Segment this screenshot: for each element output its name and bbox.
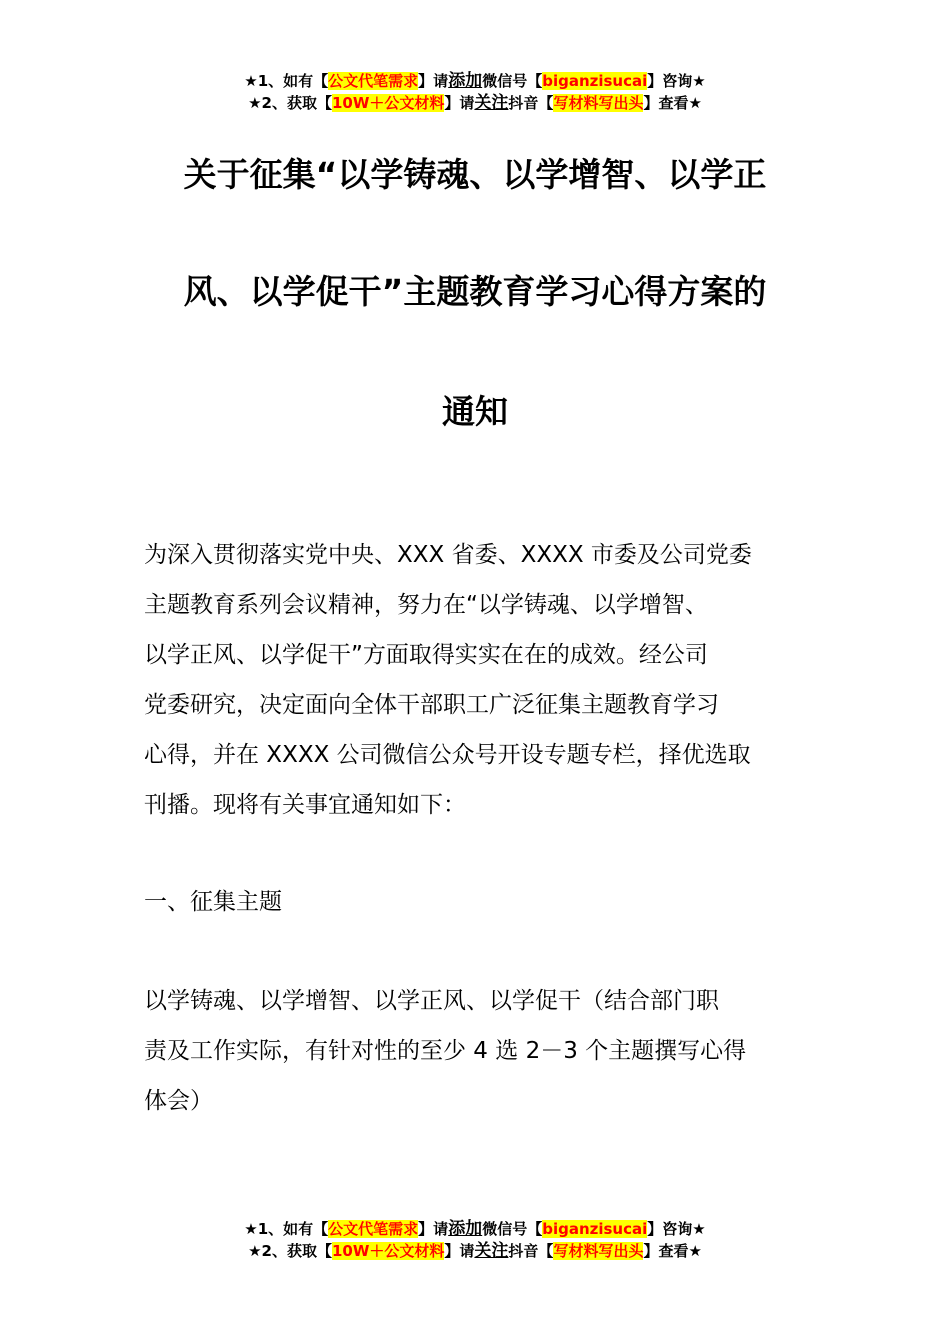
promo-text: 】咨询★	[647, 1220, 706, 1238]
promo-line-2	[0, 1240, 950, 1262]
promo-banner-top	[0, 70, 950, 114]
promo-douyin-id: 写材料写出头	[553, 1242, 644, 1260]
intro-line: 主题教育系列会议精神，努力在“以学铸魂、以学增智、	[144, 592, 708, 618]
promo-text: 】请	[444, 94, 475, 112]
section-heading: 一、征集主题	[144, 889, 282, 915]
promo-highlight: 10W＋公文材料	[331, 1242, 445, 1260]
promo-emphasis: 关注	[474, 1241, 509, 1261]
promo-douyin-id: 写材料写出头	[553, 94, 644, 112]
promo-text: 微信号【	[482, 72, 543, 90]
document-title-line-1: 关于征集“以学铸魂、以学增智、以学正	[183, 155, 767, 194]
promo-wechat-id: biganzisucai	[542, 72, 648, 90]
section-body-line: 以学铸魂、以学增智、以学正风、以学促干（结合部门职	[144, 988, 719, 1014]
promo-line-1	[0, 1218, 950, 1240]
promo-text: ★2、获取【	[248, 1242, 332, 1260]
promo-text: 】请	[418, 72, 449, 90]
intro-paragraph	[144, 530, 812, 830]
promo-text: 】请	[418, 1220, 449, 1238]
document-title-line-2: 风、以学促干”主题教育学习心得方案的	[183, 272, 767, 311]
promo-banner-bottom	[0, 1218, 950, 1262]
promo-text: 抖音【	[508, 1242, 554, 1260]
promo-text: 抖音【	[508, 94, 554, 112]
promo-highlight: 公文代笔需求	[328, 72, 419, 90]
promo-emphasis: 添加	[448, 1219, 483, 1239]
promo-line-2	[0, 92, 950, 114]
promo-highlight: 公文代笔需求	[328, 1220, 419, 1238]
promo-text: ★1、如有【	[244, 1220, 329, 1238]
document-title-line-3: 通知	[442, 392, 508, 431]
promo-text: 】查看★	[643, 94, 702, 112]
promo-text: 】查看★	[643, 1242, 702, 1260]
intro-line: 以学正风、以学促干”方面取得实实在在的成效。经公司	[144, 642, 708, 668]
section-body-line: 体会）	[144, 1088, 213, 1114]
promo-highlight: 10W＋公文材料	[331, 94, 445, 112]
promo-emphasis: 关注	[474, 93, 509, 113]
intro-line: 刊播。现将有关事宜通知如下：	[144, 792, 466, 818]
promo-text: ★1、如有【	[244, 72, 329, 90]
promo-text: ★2、获取【	[248, 94, 332, 112]
promo-line-1	[0, 70, 950, 92]
promo-text: 】咨询★	[647, 72, 706, 90]
promo-text: 】请	[444, 1242, 475, 1260]
section-body-paragraph	[144, 976, 812, 1126]
intro-line: 党委研究，决定面向全体干部职工广泛征集主题教育学习	[144, 692, 719, 718]
promo-emphasis: 添加	[448, 71, 483, 91]
intro-line: 为深入贯彻落实党中央、XXX 省委、XXXX 市委及公司党委	[144, 542, 752, 568]
promo-wechat-id: biganzisucai	[542, 1220, 648, 1238]
promo-text: 微信号【	[482, 1220, 543, 1238]
intro-line: 心得，并在 XXXX 公司微信公众号开设专题专栏，择优选取	[144, 742, 751, 768]
section-body-line: 责及工作实际，有针对性的至少 4 选 2－3 个主题撰写心得	[144, 1038, 747, 1064]
